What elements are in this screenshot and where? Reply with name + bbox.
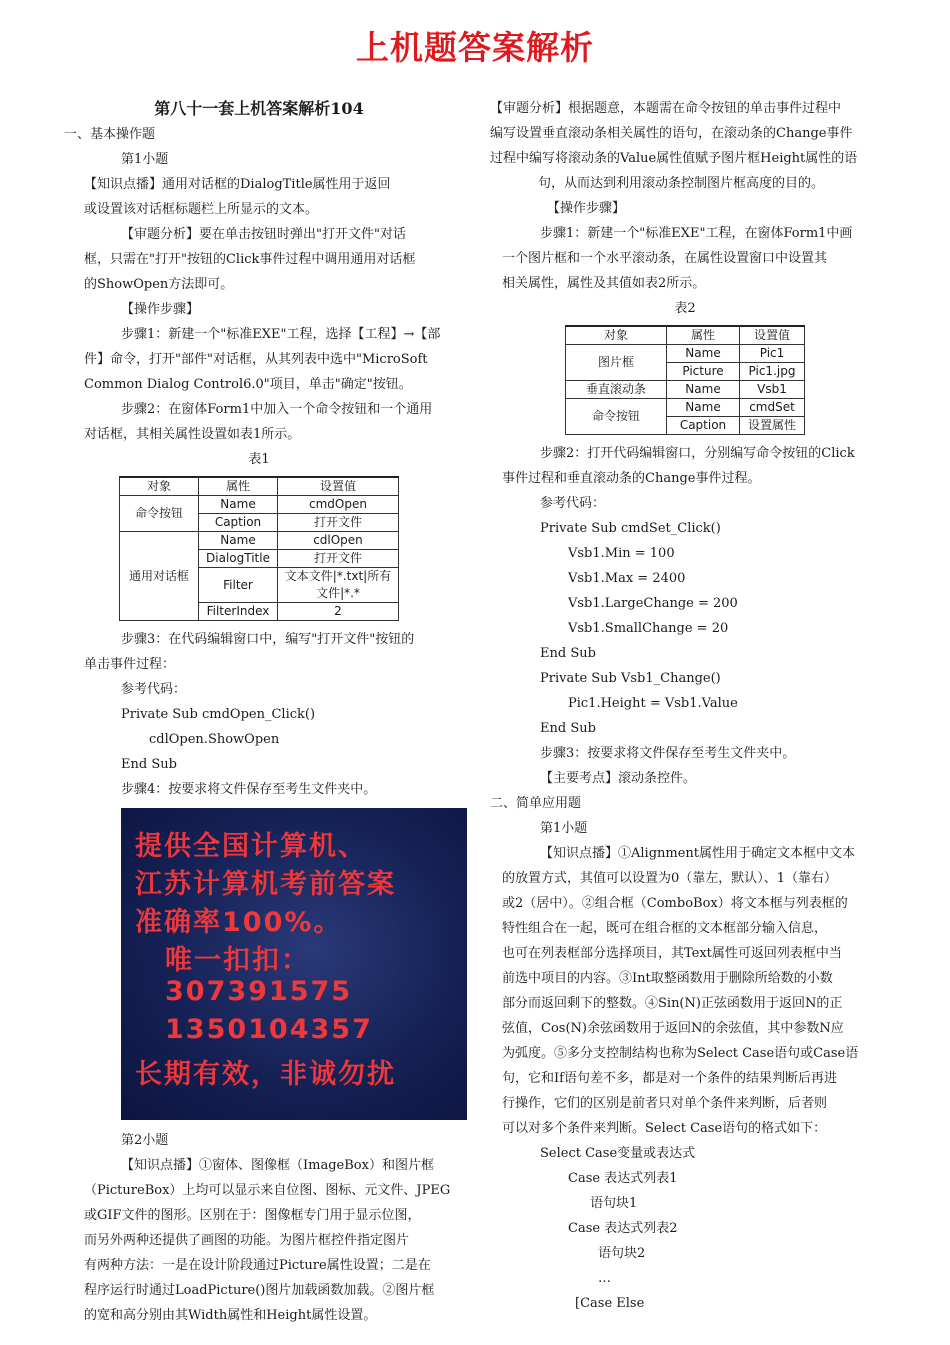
- text-line: 特性组合在一起，既可在组合框的文本框部分输入信息，: [502, 921, 828, 936]
- text-line: 或2（居中）。②组合框（ComboBox）将文本框与列表框的: [502, 896, 848, 911]
- table1-header-value: 设置值: [278, 477, 399, 496]
- text-line: 程序运行时通过LoadPicture()图片加载函数加载。②图片框: [84, 1283, 435, 1298]
- table2-header-value: 设置值: [740, 326, 805, 345]
- text-line: Private Sub cmdSet_Click(): [540, 521, 721, 536]
- text-line: 也可在列表框部分选择项目，其Text属性可返回列表框中当: [502, 946, 842, 961]
- page-title: 上机题答案解析: [356, 28, 594, 67]
- table-row: [120, 532, 399, 550]
- table1-wrap: [64, 476, 454, 621]
- table1-cell-value: 打开文件: [278, 514, 399, 532]
- table2-cell-object: 命令按钮: [566, 399, 667, 435]
- table1-cell-prop: Caption: [199, 514, 278, 532]
- table1-cell-object: 命令按钮: [120, 496, 199, 532]
- text-line: 【知识点播】①Alignment属性用于确定文本框中文本: [540, 846, 856, 861]
- advertisement-line: 准确率100%。: [135, 907, 343, 938]
- table1-cell-prop: FilterIndex: [199, 603, 278, 621]
- table2-cell-prop: Name: [667, 345, 740, 363]
- text-line: 事件过程和垂直滚动条的Change事件过程。: [502, 471, 761, 486]
- text-line: 第2小题: [121, 1133, 169, 1148]
- text-line: 的放置方式，其值可以设置为0（靠左，默认）、1（靠右）: [502, 871, 838, 886]
- text-line: Vsb1.SmallChange = 20: [568, 621, 729, 636]
- text-line: 步骤2：打开代码编辑窗口，分别编写命令按钮的Click: [540, 446, 855, 461]
- table-row: [566, 399, 805, 417]
- table2-cell-prop: Name: [667, 381, 740, 399]
- text-line: 【审题分析】要在单击按钮时弹出"打开文件"对话: [121, 227, 406, 242]
- text-line: Common Dialog Control6.0"项目，单击"确定"按钮。: [84, 377, 412, 392]
- table1-cell-prop: Name: [199, 496, 278, 514]
- text-line: 二、简单应用题: [490, 796, 582, 811]
- table1-cell-prop: Filter: [199, 568, 278, 603]
- text-line: 框，只需在"打开"按钮的Click事件过程中调用通用对话框: [84, 252, 416, 267]
- advertisement-image: [121, 808, 467, 1120]
- text-line: 单击事件过程：: [84, 657, 176, 672]
- text-line: Select Case变量或表达式: [540, 1146, 696, 1161]
- text-line: 【审题分析】根据题意，本题需在命令按钮的单击事件过程中: [490, 101, 842, 116]
- table2-header-object: 对象: [566, 326, 667, 345]
- text-line: 编写设置垂直滚动条相关属性的语句，在滚动条的Change事件: [490, 126, 853, 141]
- text-line: （PictureBox）上均可以显示来自位图、图标、元文件、JPEG: [84, 1183, 451, 1198]
- table2-cell-prop: Name: [667, 399, 740, 417]
- text-line: Vsb1.Min = 100: [568, 546, 675, 561]
- table1-header-prop: 属性: [199, 477, 278, 496]
- text-line: 或设置该对话框标题栏上所显示的文本。: [84, 202, 319, 217]
- left-text-block-c: [64, 1128, 454, 1328]
- left-column: [64, 96, 454, 1328]
- text-line: 步骤2：在窗体Form1中加入一个命令按钮和一个通用: [121, 402, 433, 417]
- left-text-block-b: [64, 627, 454, 802]
- text-line: 步骤3：按要求将文件保存至考生文件夹中。: [540, 746, 796, 761]
- advertisement-line: 江苏计算机考前答案: [135, 869, 396, 900]
- table1-cell-object: 通用对话框: [120, 532, 199, 621]
- text-line: 步骤1：新建一个"标准EXE"工程，在窗体Form1中画: [540, 226, 853, 241]
- text-line: Pic1.Height = Vsb1.Value: [568, 696, 738, 711]
- text-line: 弦值，Cos(N)余弦函数用于返回N的余弦值，其中参数N应: [502, 1021, 844, 1036]
- text-line: End Sub: [540, 646, 596, 661]
- table2-caption: 表2: [674, 301, 696, 316]
- advertisement-line: 提供全国计算机、: [135, 831, 367, 862]
- text-line: 而另外两种还提供了画图的功能。为图片框控件指定图片: [84, 1233, 410, 1248]
- text-line: 第1小题: [540, 821, 588, 836]
- table2-cell-value: 设置属性: [740, 417, 805, 435]
- text-line: 的ShowOpen方法即可。: [84, 277, 234, 292]
- text-line: Case 表达式列表1: [568, 1171, 678, 1186]
- table1-cell-value: 打开文件: [278, 550, 399, 568]
- advertisement-line: 1350104357: [165, 1014, 373, 1045]
- answer-set-title: 第八十一套上机答案解析104: [154, 99, 364, 118]
- table1-header-object: 对象: [120, 477, 199, 496]
- text-line: 语句块1: [590, 1196, 638, 1211]
- text-line: 句，从而达到利用滚动条控制图片框高度的目的。: [538, 176, 825, 191]
- text-line: 【操作步骤】: [547, 201, 626, 216]
- table2-cell-value: Pic1: [740, 345, 805, 363]
- text-line: 可以对多个条件来判断。Select Case语句的格式如下：: [502, 1121, 827, 1136]
- table2-wrap: [490, 325, 880, 435]
- text-line: 或GIF文件的图形。区别在于：图像框专门用于显示位图，: [84, 1208, 421, 1223]
- text-line: 句，它和If语句差不多，都是对一个条件的结果判断后再进: [502, 1071, 837, 1086]
- text-line: 为弧度。⑤多分支控制结构也称为Select Case语句或Case语: [502, 1046, 859, 1061]
- table2-cell-value: cmdSet: [740, 399, 805, 417]
- text-line: 一、基本操作题: [64, 127, 156, 142]
- table2-cell-object: 图片框: [566, 345, 667, 381]
- text-line: 步骤4：按要求将文件保存至考生文件夹中。: [121, 782, 377, 797]
- table2-cell-prop: Caption: [667, 417, 740, 435]
- text-line: 【操作步骤】: [121, 302, 200, 317]
- table1-cell-value: cmdOpen: [278, 496, 399, 514]
- text-line: Private Sub cmdOpen_Click(): [121, 707, 316, 722]
- right-text-block-b: [490, 441, 880, 1316]
- text-line: Private Sub Vsb1_Change(): [540, 671, 721, 686]
- table1: [119, 476, 399, 621]
- advertisement-line: 307391575: [165, 976, 353, 1007]
- table-row: [566, 345, 805, 363]
- table1-cell-value: cdlOpen: [278, 532, 399, 550]
- right-text-block-a: [490, 96, 880, 296]
- text-line: 【知识点播】①窗体、图像框（ImageBox）和图片框: [121, 1158, 434, 1173]
- text-line: 前选中项目的内容。③Int取整函数用于删除所给数的小数: [502, 971, 833, 986]
- text-line: 过程中编写将滚动条的Value属性值赋予图片框Height属性的语: [490, 151, 858, 166]
- left-text-block-a: [64, 122, 454, 447]
- text-line: 的宽和高分别由其Width属性和Height属性设置。: [84, 1308, 377, 1323]
- text-line: 步骤1：新建一个"标准EXE"工程，选择【工程】→【部: [121, 327, 441, 342]
- text-line: cdlOpen.ShowOpen: [149, 732, 280, 747]
- table1-cell-prop: Name: [199, 532, 278, 550]
- text-line: 参考代码：: [121, 682, 187, 697]
- table1-cell-value: 文本文件|*.txt|所有文件|*.*: [278, 568, 399, 603]
- table2-cell-value: Vsb1: [740, 381, 805, 399]
- table-row: [120, 496, 399, 514]
- text-line: [Case Else: [575, 1296, 645, 1311]
- table2-header-prop: 属性: [667, 326, 740, 345]
- text-line: 一个图片框和一个水平滚动条，在属性设置窗口中设置其: [502, 251, 828, 266]
- table2: [565, 325, 805, 435]
- text-line: 【知识点播】通用对话框的DialogTitle属性用于返回: [84, 177, 391, 192]
- text-line: 参考代码：: [540, 496, 606, 511]
- text-line: 有两种方法：一是在设计阶段通过Picture属性设置；二是在: [84, 1258, 431, 1273]
- table2-cell-value: Pic1.jpg: [740, 363, 805, 381]
- text-line: Vsb1.Max = 2400: [568, 571, 686, 586]
- text-line: 步骤3：在代码编辑窗口中，编写"打开文件"按钮的: [121, 632, 415, 647]
- text-line: …: [598, 1271, 611, 1286]
- text-line: 相关属性，属性及其值如表2所示。: [502, 276, 706, 291]
- text-line: 语句块2: [598, 1246, 646, 1261]
- text-line: 【主要考点】滚动条控件。: [540, 771, 697, 786]
- table2-cell-prop: Picture: [667, 363, 740, 381]
- right-column: [490, 96, 880, 1316]
- text-line: 部分而返回剩下的整数。④Sin(N)正弦函数用于返回N的正: [502, 996, 843, 1011]
- text-line: 行操作，它们的区别是前者只对单个条件来判断，后者则: [502, 1096, 828, 1111]
- table2-cell-object: 垂直滚动条: [566, 381, 667, 399]
- table1-caption: 表1: [248, 452, 270, 467]
- text-line: End Sub: [121, 757, 177, 772]
- table1-cell-prop: DialogTitle: [199, 550, 278, 568]
- table-row: [566, 381, 805, 399]
- text-line: End Sub: [540, 721, 596, 736]
- text-line: 第1小题: [121, 152, 169, 167]
- text-line: 对话框，其相关属性设置如表1所示。: [84, 427, 301, 442]
- advertisement-line: 长期有效，非诚勿扰: [135, 1059, 396, 1090]
- advertisement-line: 唯一扣扣：: [165, 945, 310, 976]
- text-line: 件】命令，打开"部件"对话框，从其列表中选中"MicroSoft: [84, 352, 428, 367]
- text-line: Case 表达式列表2: [568, 1221, 678, 1236]
- table1-cell-value: 2: [278, 603, 399, 621]
- text-line: Vsb1.LargeChange = 200: [568, 596, 738, 611]
